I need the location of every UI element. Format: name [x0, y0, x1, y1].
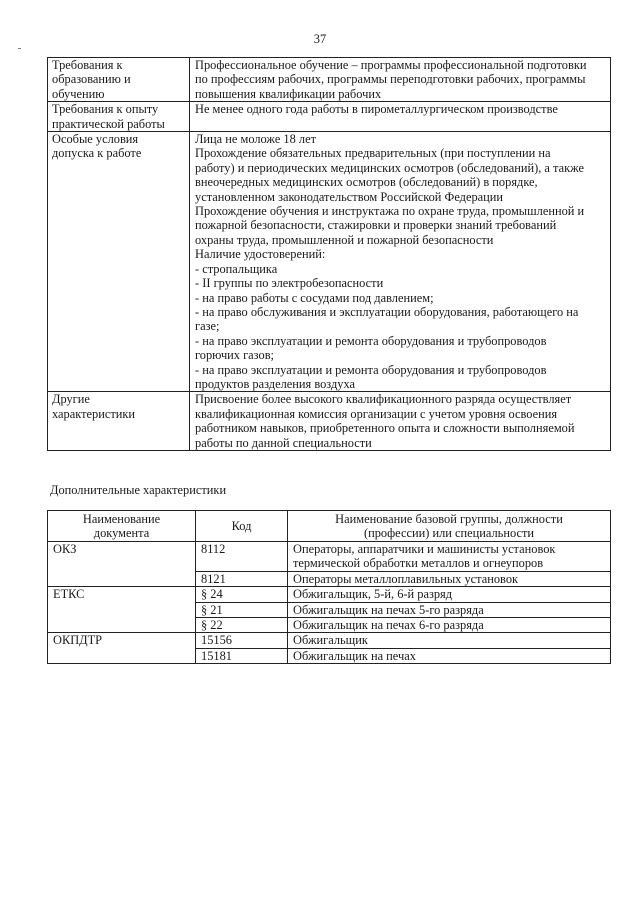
header-line: Наименование базовой группы, должности: [335, 512, 563, 526]
cell-document: [48, 571, 196, 586]
cell-document: [48, 602, 196, 617]
cell-code: § 24: [196, 587, 288, 602]
label-line: Другие: [52, 392, 90, 407]
content-line: установленном законодательством Российской Федерации: [195, 189, 504, 204]
label-line: Особые условия: [52, 132, 139, 147]
content-line: работником навыков, приобретенного опыта и сложности выполняемой: [195, 421, 575, 436]
row-label-admission: [48, 132, 190, 392]
page-number: 37: [313, 32, 327, 46]
label-line: допуска к работе: [52, 146, 142, 161]
cell-document: [48, 648, 196, 663]
content-line: работы по данной специальности: [195, 435, 372, 450]
content-line: Присвоение более высокого квалификационного разряда осуществляет: [195, 392, 572, 407]
table-row: [48, 542, 611, 572]
label-line: Требования к: [52, 58, 123, 72]
content-line: - на право работы с сосудами под давлением;: [195, 290, 434, 305]
header-line: (профессии) или специальности: [363, 526, 535, 540]
content-line: пожарной безопасности, стажировки и проверки знаний требований: [195, 218, 557, 233]
cell-code: 15181: [196, 648, 288, 663]
label-line: обучению: [52, 86, 105, 101]
additional-characteristics-table: [47, 510, 611, 664]
scan-mark: [18, 48, 21, 49]
content-line: квалификационная комиссия организации с учетом уровня освоения: [195, 406, 558, 421]
cell-name-line: термической обработки металлов и огнеупоров: [293, 556, 544, 571]
cell-name: [288, 587, 611, 602]
cell-name-line: Обжигальщик: [293, 633, 368, 648]
content-line: горючих газов;: [195, 348, 274, 363]
content-line: - стропальщика: [195, 261, 278, 276]
cell-code: 15156: [196, 633, 288, 648]
cell-code: 8121: [196, 571, 288, 586]
cell-code: 8112: [196, 542, 288, 572]
cell-name-line: Обжигальщик на печах 5-го разряда: [293, 602, 484, 617]
cell-name-line: Операторы, аппаратчики и машинисты установок: [293, 542, 556, 556]
table-row-experience: [48, 102, 611, 132]
cell-name: [288, 571, 611, 586]
cell-name-line: Обжигальщик на печах 6-го разряда: [293, 618, 484, 633]
table-row-admission: [48, 132, 611, 392]
header-code: Код: [196, 511, 288, 542]
content-line: работу) и периодических медицинских осмотров (обследований), а также: [195, 160, 584, 175]
label-line: образованию и: [52, 72, 131, 87]
content-line: Лица не моложе 18 лет: [195, 132, 317, 147]
table-row: [48, 633, 611, 648]
table-row-other: [48, 392, 611, 451]
table-header-row: [48, 511, 611, 542]
label-line: Требования к опыту: [52, 102, 159, 117]
content-line: газе;: [195, 319, 220, 334]
row-content-other: [190, 392, 611, 451]
cell-name: [288, 602, 611, 617]
header-document: [48, 511, 196, 542]
cell-name: [288, 648, 611, 663]
table-row: [48, 587, 611, 602]
header-line: документа: [93, 526, 150, 540]
cell-name: [288, 618, 611, 633]
cell-document: ОКПДТР: [48, 633, 196, 648]
section-title: Дополнительные характеристики: [50, 483, 227, 497]
cell-code: § 21: [196, 602, 288, 617]
table-row: [48, 618, 611, 633]
content-line: - на право обслуживания и эксплуатации оборудования, работающего на: [195, 304, 579, 319]
row-content-admission: [190, 132, 611, 392]
cell-name-line: Обжигальщик, 5-й, 6-й разряд: [293, 587, 453, 602]
content-line: - на право эксплуатации и ремонта оборудования и трубопроводов: [195, 362, 547, 377]
row-content-education: [190, 58, 611, 102]
content-line: Не менее одного года работы в пирометаллургическом производстве: [195, 102, 558, 117]
content-line: продуктов разделения воздуха: [195, 376, 355, 391]
content-line: Прохождение обучения и инструктажа по охране труда, промышленной и: [195, 204, 585, 219]
table-row-education: [48, 58, 611, 102]
row-content-experience: [190, 102, 611, 132]
row-label-experience: [48, 102, 190, 132]
cell-document: ОКЗ: [48, 542, 196, 572]
content-line: Профессиональное обучение – программы профессиональной подготовки: [195, 58, 587, 72]
table-row: [48, 571, 611, 586]
content-line: по профессиям рабочих, программы переподготовки рабочих, программы: [195, 72, 586, 87]
label-line: характеристики: [52, 406, 136, 421]
cell-name-line: Обжигальщик на печах: [293, 648, 416, 663]
content-line: Прохождение обязательных предварительных (при поступлении на: [195, 146, 551, 161]
header-name: [288, 511, 611, 542]
content-line: - II группы по электробезопасности: [195, 276, 384, 291]
cell-name-line: Операторы металлоплавильных установок: [293, 571, 519, 586]
cell-code: § 22: [196, 618, 288, 633]
header-line: Наименование: [82, 512, 161, 526]
table-row: [48, 602, 611, 617]
content-line: - на право эксплуатации и ремонта оборудования и трубопроводов: [195, 333, 547, 348]
content-line: охраны труда, промышленной и пожарной безопасности: [195, 232, 494, 247]
row-label-education: [48, 58, 190, 102]
table-row: [48, 648, 611, 663]
cell-document: ЕТКС: [48, 587, 196, 602]
row-label-other: [48, 392, 190, 451]
cell-document: [48, 618, 196, 633]
cell-name: [288, 633, 611, 648]
content-line: повышения квалификации рабочих: [195, 86, 382, 101]
label-line: практической работы: [52, 116, 165, 131]
cell-name: [288, 542, 611, 572]
qualification-requirements-table: [47, 57, 611, 451]
content-line: внеочередных медицинских осмотров (обследований) в порядке,: [195, 175, 538, 190]
content-line: Наличие удостоверений:: [195, 247, 326, 262]
